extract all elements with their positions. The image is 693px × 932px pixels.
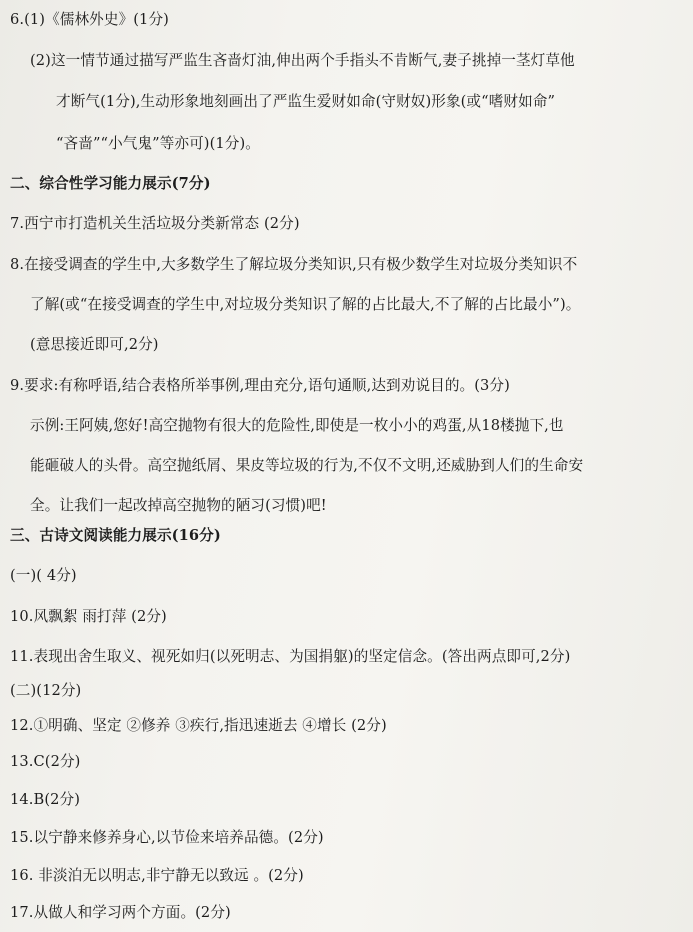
answer-17: 17.从做人和学习两个方面。(2分) (10, 904, 231, 921)
answer-9-example-line2: 能砸破人的头骨。高空抛纸屑、果皮等垃圾的行为,不仅不文明,还威胁到人们的生命安 (30, 457, 584, 474)
subsection-1: (一)( 4分) (10, 567, 77, 584)
answer-15: 15.以宁静来修养身心,以节俭来培养品德。(2分) (10, 829, 324, 846)
section-heading-2: 二、综合性学习能力展示(7分) (10, 175, 211, 192)
answer-8-line1: 8.在接受调查的学生中,大多数学生了解垃圾分类知识,只有极少数学生对垃圾分类知识不 (10, 256, 578, 273)
answer-6-2-line3: “吝啬”“小气鬼”等亦可)(1分)。 (56, 135, 260, 152)
answer-6-1: 6.(1)《儒林外史》(1分) (10, 11, 169, 28)
answer-9-example-line3: 全。让我们一起改掉高空抛物的陋习(习惯)吧! (30, 497, 327, 514)
answer-9-example-line1: 示例:王阿姨,您好!高空抛物有很大的危险性,即使是一枚小小的鸡蛋,从18楼抛下,也 (30, 417, 564, 434)
answer-9-requirement: 9.要求:有称呼语,结合表格所举事例,理由充分,语句通顺,达到劝说目的。(3分) (10, 377, 510, 394)
answer-6-2-line1: (2)这一情节通过描写严监生吝啬灯油,伸出两个手指头不肯断气,妻子挑掉一茎灯草他 (30, 52, 575, 69)
answer-6-2-line2: 才断气(1分),生动形象地刻画出了严监生爱财如命(守财奴)形象(或“嗜财如命” (56, 93, 556, 110)
answer-8-line3: (意思接近即可,2分) (30, 336, 159, 353)
section-heading-3: 三、古诗文阅读能力展示(16分) (10, 527, 221, 544)
answer-16: 16. 非淡泊无以明志,非宁静无以致远 。(2分) (10, 867, 304, 884)
answer-7: 7.西宁市打造机关生活垃圾分类新常态 (2分) (10, 215, 300, 232)
subsection-2: (二)(12分) (10, 682, 82, 699)
answer-10: 10.风飘絮 雨打萍 (2分) (10, 608, 167, 625)
answer-14: 14.B(2分) (10, 791, 80, 808)
answer-13: 13.C(2分) (10, 753, 81, 770)
answer-12: 12.①明确、坚定 ②修养 ③疾行,指迅速逝去 ④增长 (2分) (10, 717, 387, 734)
answer-11: 11.表现出舍生取义、视死如归(以死明志、为国捐躯)的坚定信念。(答出两点即可,2分) (10, 648, 571, 665)
answer-8-line2: 了解(或“在接受调查的学生中,对垃圾分类知识了解的占比最大,不了解的占比最小”)。 (30, 296, 581, 313)
